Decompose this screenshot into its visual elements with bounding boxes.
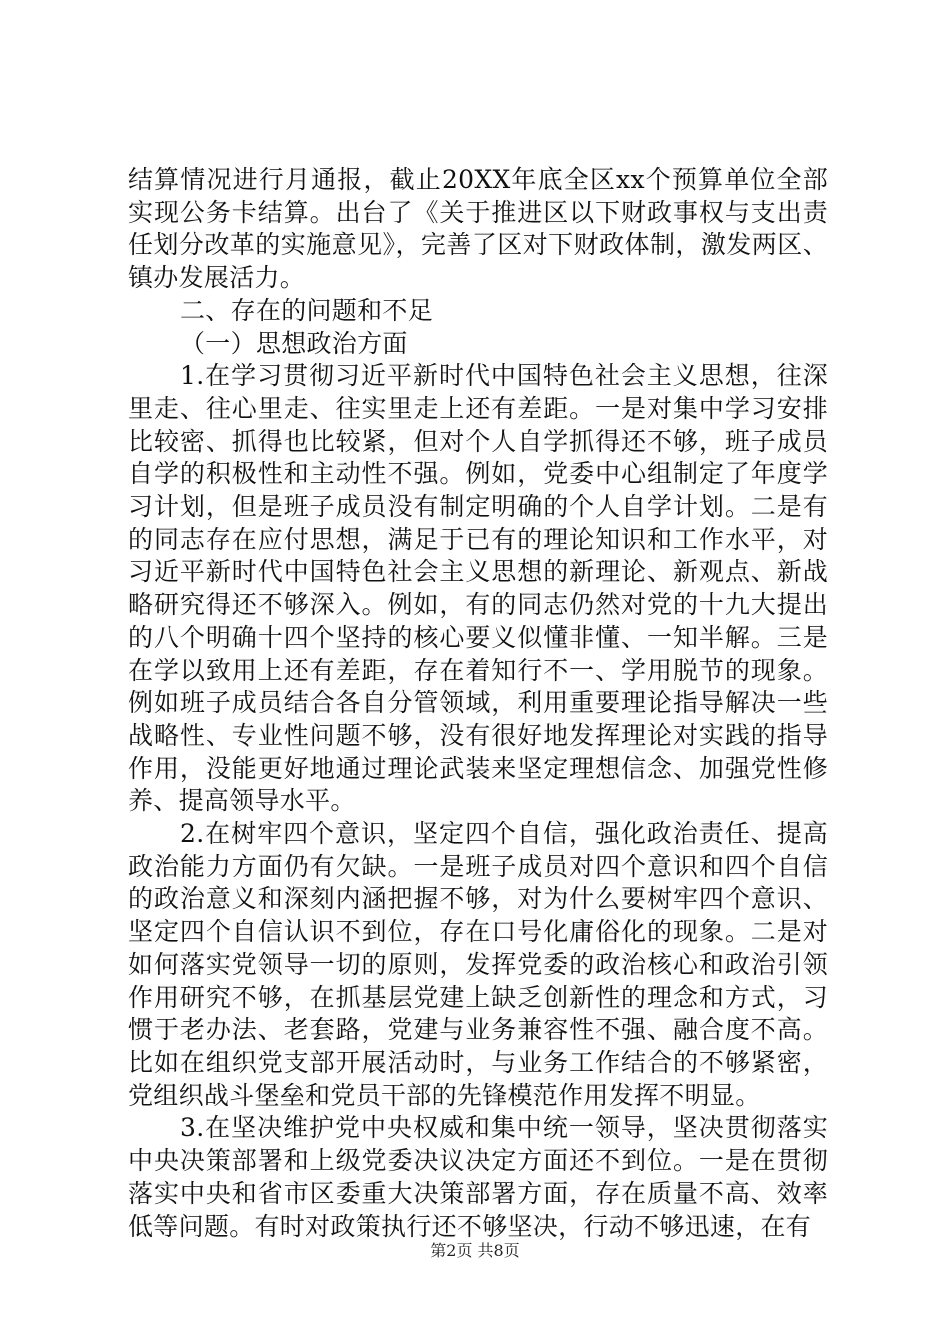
paragraph-item-1: 1.在学习贯彻习近平新时代中国特色社会主义思想，往深里走、往心里走、往实里走上还有差距。一是对集中学习安排比较密、抓得也比较紧，但对个人自学抓得还不够，班子成员自学的积极性和主动性不强。例如，党委中心组制定了年度学习计划，但是班子成员没有制定明确的个人自学计划。二是有的同志存在应付思想，满足于已有的理论知识和工作水平，对习近平新时代中国特色社会主义思想的新理论、新观点、新战略研究得还不够深入。例如，有的同志仍然对党的十九大提出的八个明确十四个坚持的核心要义似懂非懂、一知半解。三是在学以致用上还有差距，存在着知行不一、学用脱节的现象。例如班子成员结合各自分管领域，利用重要理论指导解决一些战略性、专业性问题不够，没有很好地发挥理论对实践的指导作用，没能更好地通过理论武装来坚定理想信念、加强党性修养、提高领导水平。 [128,361,828,816]
paragraph-continuation: 结算情况进行月通报，截止20XX年底全区xx个预算单位全部实现公务卡结算。出台了《关于推进区以下财政事权与支出责任划分改革的实施意见》，完善了区对下财政体制，激发两区、镇办发展活力。 [128,165,828,293]
document-body [128,164,828,1243]
page-number-footer: 第2页 共8页 [430,1241,520,1260]
paragraph-item-2: 2.在树牢四个意识，坚定四个自信，强化政治责任、提高政治能力方面仍有欠缺。一是班子成员对四个意识和四个自信的政治意义和深刻内涵把握不够，对为什么要树牢四个意识、坚定四个自信认识不到位，存在口号化庸俗化的现象。二是对如何落实党领导一切的原则，发挥党委的政治核心和政治引领作用研究不够，在抓基层党建上缺乏创新性的理念和方式，习惯于老办法、老套路，党建与业务兼容性不强、融合度不高。比如在组织党支部开展活动时，与业务工作结合的不够紧密，党组织战斗堡垒和党员干部的先锋模范作用发挥不明显。 [128,819,828,1110]
paragraph-item-3: 3.在坚决维护党中央权威和集中统一领导，坚决贯彻落实中央决策部署和上级党委决议决定方面还不到位。一是在贯彻落实中央和省市区委重大决策部署方面，存在质量不高、效率低等问题。有时对政策执行还不够坚决，行动不够迅速，在有 [128,1113,828,1241]
subsection-heading: （一）思想政治方面 [180,328,408,358]
section-heading: 二、存在的问题和不足 [180,295,434,325]
